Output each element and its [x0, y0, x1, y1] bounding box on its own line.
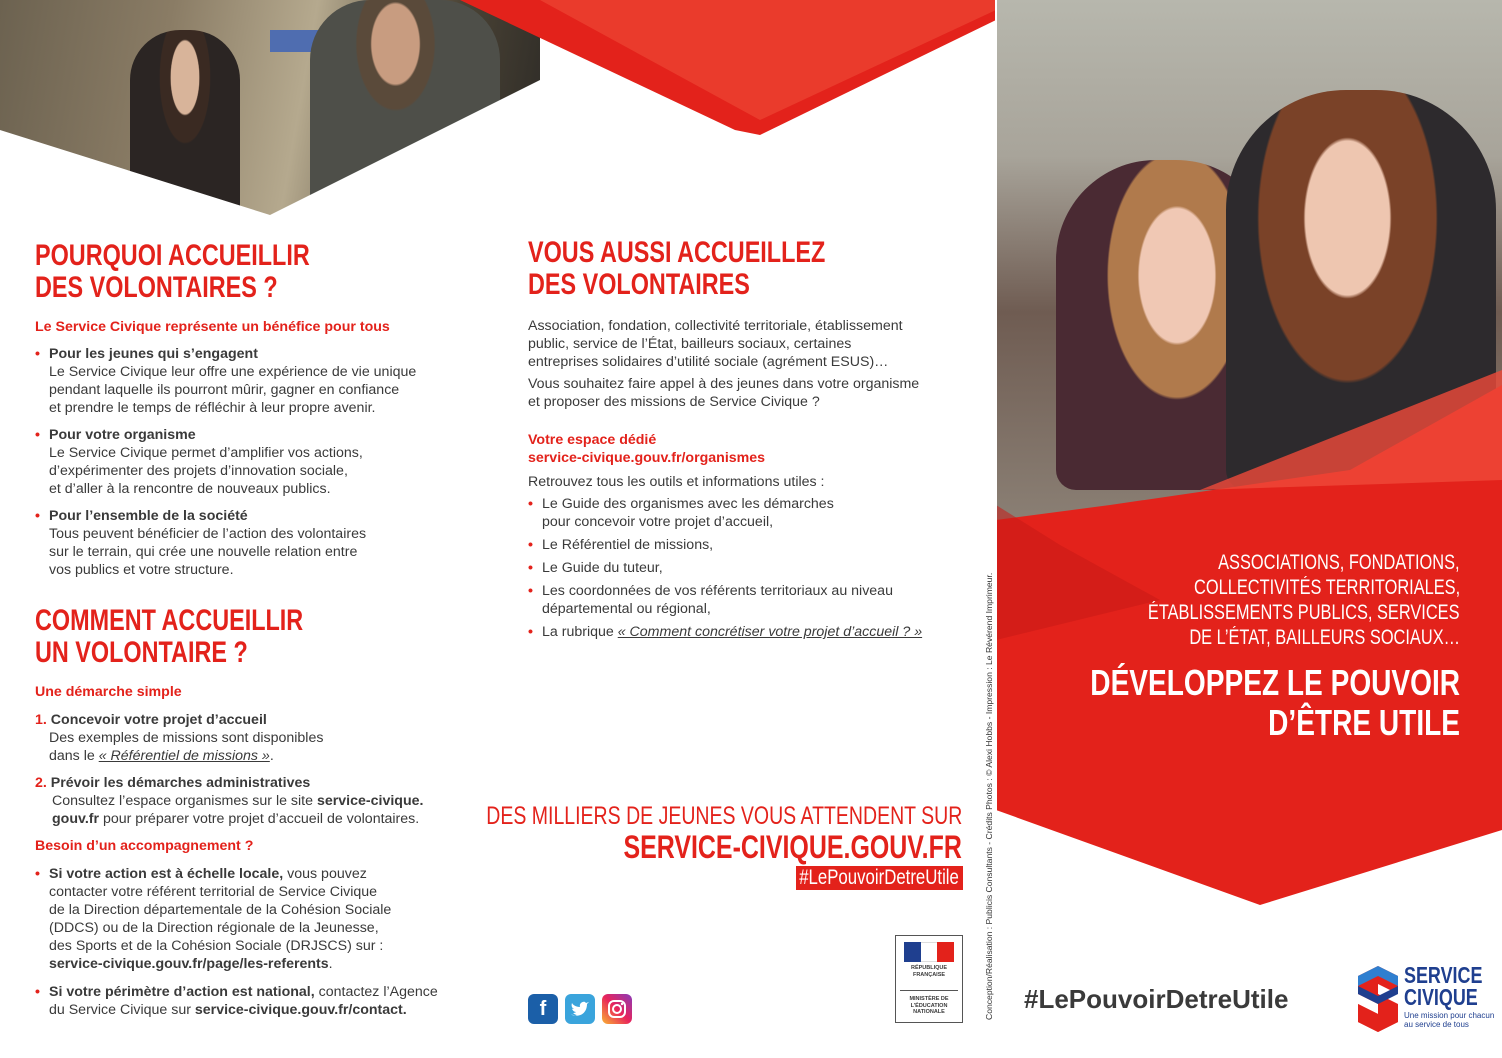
- audience-line: COLLECTIVITÉS TERRITORIALES,: [1193, 576, 1460, 599]
- step-1: [35, 711, 475, 765]
- bullet-line: d’expérimenter des projets d’innovation sociale,: [49, 463, 348, 479]
- twitter-icon[interactable]: [565, 994, 595, 1024]
- republic-label: RÉPUBLIQUE FRANÇAISE: [910, 965, 948, 978]
- bullet-line: sur le terrain, qui crée une nouvelle relation entre: [49, 544, 358, 560]
- bullet-line: Le Service Civique leur offre une expérience de vie unique: [49, 364, 417, 380]
- bullet-line: .: [328, 956, 333, 972]
- item-line: • Le Guide des organismes avec les démarches: [542, 496, 834, 512]
- bullet-line: des Sports et de la Cohésion Sociale (DRJSCS) sur :: [49, 938, 384, 954]
- concretiser-link[interactable]: « Comment concrétiser votre projet d’accueil ? »: [617, 624, 923, 640]
- step-line: Des exemples de missions sont disponibles: [49, 730, 324, 746]
- facebook-icon[interactable]: f: [528, 994, 558, 1024]
- item-line: pour concevoir votre projet d’accueil,: [542, 514, 774, 530]
- ministry-logo: [895, 935, 963, 1023]
- step-line: Consultez l’espace organismes sur le site: [52, 793, 317, 809]
- bullet-line: et prendre le temps de réfléchir à leur propre avenir.: [49, 400, 376, 416]
- cta-block: [352, 803, 962, 864]
- bullet-line: pendant laquelle ils pourront mûrir, gagner en confiance: [49, 382, 400, 398]
- hashtag-text: #LePouvoirDetreUtile: [799, 866, 959, 889]
- list-item: [35, 426, 475, 498]
- list-item: [528, 582, 968, 618]
- instagram-icon[interactable]: [602, 994, 632, 1024]
- bullet-line: Tous peuvent bénéficier de l’action des volontaires: [49, 526, 367, 542]
- list-item: [528, 536, 968, 554]
- list-item: [35, 983, 475, 1019]
- paragraph-line: entreprises solidaires d’utilité sociale (agrément ESUS)…: [528, 354, 889, 370]
- bullet-head: Si votre action est à échelle locale,: [49, 866, 284, 882]
- ministry-name: MINISTÈRE DE L’ÉDUCATION NATIONALE: [900, 990, 958, 1016]
- list-item: [528, 495, 968, 531]
- referentiel-link[interactable]: « Référentiel de missions »: [98, 748, 270, 764]
- step-head: Prévoir les démarches administratives: [50, 775, 311, 791]
- step-line: .: [269, 748, 274, 764]
- hashtag: #LePouvoirDetreUtile: [1024, 984, 1289, 1014]
- audience-line: ÉTABLISSEMENTS PUBLICS, SERVICES: [1148, 601, 1460, 624]
- bullet-line: vos publics et votre structure.: [49, 562, 234, 578]
- site-link[interactable]: service-civique.: [316, 793, 424, 809]
- bullet-line: contacter votre référent territorial de Service Civique: [49, 884, 378, 900]
- intro-text: Retrouvez tous les outils et informations utiles :: [528, 474, 825, 490]
- headline: DÉVELOPPEZ LE POUVOIR: [1090, 662, 1460, 703]
- section-title-welcome-2: DES VOLONTAIRES: [528, 268, 750, 301]
- referents-link[interactable]: service-civique.gouv.fr/page/les-referents: [49, 956, 329, 972]
- section-title-how-2: UN VOLONTAIRE ?: [35, 636, 248, 669]
- bullet-line: contactez l’Agence: [314, 984, 438, 1000]
- contact-link[interactable]: service-civique.gouv.fr/contact.: [194, 1002, 407, 1018]
- item-line: départemental ou régional,: [542, 601, 711, 617]
- bullet-line: du Service Civique sur: [49, 1002, 195, 1018]
- audience-line: ASSOCIATIONS, FONDATIONS,: [1218, 551, 1460, 574]
- paragraph-line: Association, fondation, collectivité territoriale, établissement: [528, 318, 903, 334]
- item-line: • Le Guide du tuteur,: [542, 560, 663, 576]
- flag-icon: [904, 942, 954, 962]
- logo-tagline-2: au service de tous: [1404, 1020, 1469, 1029]
- left-panel: [35, 240, 475, 1019]
- list-item: [528, 623, 968, 641]
- logo-text-2: CIVIQUE: [1404, 984, 1478, 1010]
- bullet-head: Si votre périmètre d’action est national,: [49, 984, 315, 1000]
- step-number: 2.: [35, 775, 47, 791]
- step-line: pour préparer votre projet d’accueil de volontaires.: [99, 811, 420, 827]
- item-line: La rubrique: [542, 624, 618, 640]
- logo-mark-icon: [1356, 964, 1400, 1034]
- section-title-why: POURQUOI ACCUEILLIR: [35, 239, 310, 272]
- bullet-head: • Pour l’ensemble de la société: [49, 508, 248, 524]
- section-title-why-2: DES VOLONTAIRES ?: [35, 271, 278, 304]
- photo-credits: Conception/Réalisation : Publicis Consultants - Crédits Photos : © Alexi Hobbs - Impression : Le Révérend Imprimeur.: [984, 572, 994, 1020]
- step-number: 1.: [35, 712, 47, 728]
- list-item: [528, 559, 968, 577]
- bullet-line: vous pouvez: [283, 866, 367, 882]
- bullet-line: (DDCS) ou de la Direction régionale de la Jeunesse,: [49, 920, 379, 936]
- paragraph-line: public, service de l’État, bailleurs sociaux, certaines: [528, 336, 852, 352]
- benefit-subtitle: Le Service Civique représente un bénéfice pour tous: [35, 319, 390, 335]
- cta-url[interactable]: SERVICE-CIVIQUE.GOUV.FR: [623, 829, 962, 865]
- bullet-line: et d’aller à la rencontre de nouveaux publics.: [49, 481, 331, 497]
- bullet-head: • Pour les jeunes qui s’engagent: [49, 346, 258, 362]
- section-title-welcome: VOUS AUSSI ACCUEILLEZ: [528, 236, 826, 269]
- logo-text: SERVICE: [1404, 962, 1483, 988]
- list-item: [35, 865, 475, 973]
- list-item: [35, 345, 475, 417]
- site-link[interactable]: gouv.fr: [52, 811, 100, 827]
- cta-line1: DES MILLIERS DE JEUNES VOUS ATTENDENT SUR: [485, 802, 962, 830]
- steps-subtitle: Une démarche simple: [35, 684, 182, 700]
- paragraph-line: et proposer des missions de Service Civique ?: [528, 394, 820, 410]
- bullet-line: de la Direction départementale de la Cohésion Sociale: [49, 902, 392, 918]
- headline-block: [986, 663, 1460, 743]
- service-civique-logo: [1356, 962, 1495, 1039]
- section-title-how: COMMENT ACCUEILLIR: [35, 604, 304, 637]
- step-head: Concevoir votre projet d’accueil: [50, 712, 267, 728]
- support-subtitle: Besoin d’un accompagnement ?: [35, 838, 254, 854]
- space-title: Votre espace dédié: [528, 432, 657, 448]
- step-line: dans le: [49, 748, 99, 764]
- paragraph-line: Vous souhaitez faire appel à des jeunes dans votre organisme: [528, 376, 920, 392]
- item-line: • Les coordonnées de vos référents territoriaux au niveau: [542, 583, 893, 599]
- hashtag-box: [796, 866, 963, 890]
- audience-line: DE L’ÉTAT, BAILLEURS SOCIAUX…: [1189, 626, 1460, 649]
- organismes-link[interactable]: service-civique.gouv.fr/organismes: [528, 450, 766, 466]
- audience-block: [1060, 550, 1460, 650]
- list-item: [35, 507, 475, 579]
- logo-tagline: Une mission pour chacun: [1404, 1011, 1495, 1020]
- bullet-line: Le Service Civique permet d’amplifier vos actions,: [49, 445, 363, 461]
- social-icons: [528, 994, 632, 1024]
- item-line: • Le Référentiel de missions,: [542, 537, 714, 553]
- headline-2: D’ÊTRE UTILE: [1268, 702, 1460, 743]
- bullet-head: • Pour votre organisme: [49, 427, 196, 443]
- middle-panel: [528, 237, 968, 641]
